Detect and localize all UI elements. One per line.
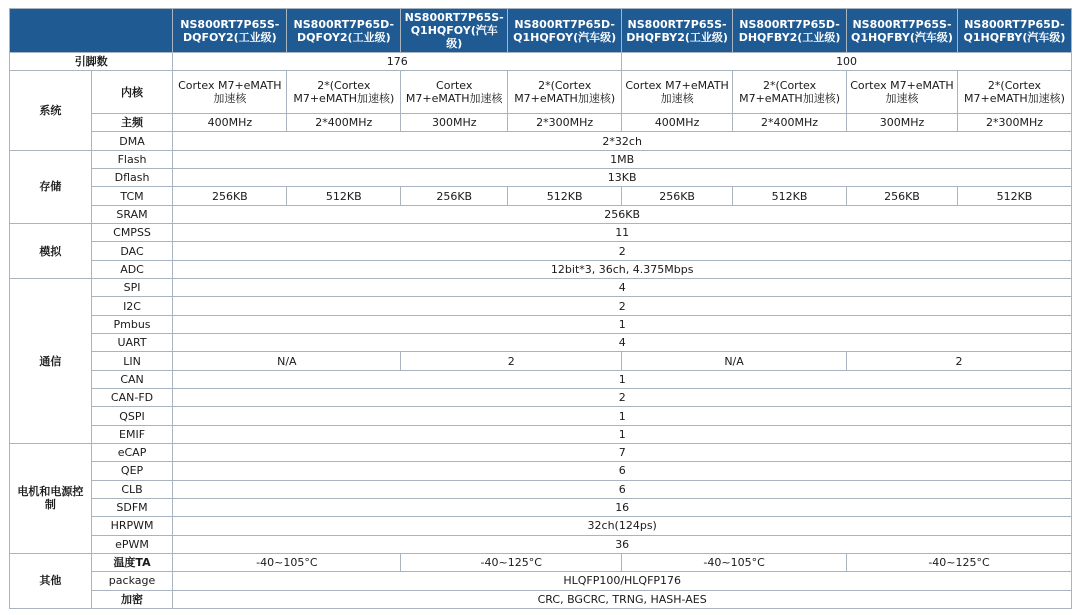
row-sdfm bbox=[10, 498, 1072, 516]
cell: CRC, BGCRC, TRNG, HASH-AES bbox=[173, 590, 1072, 608]
cell: 512KB bbox=[508, 187, 622, 205]
cell: Cortex M7+eMATH加速核 bbox=[847, 71, 958, 114]
cell: 2*300MHz bbox=[957, 114, 1071, 132]
cell: 1 bbox=[173, 407, 1072, 425]
cell: Cortex M7+eMATH加速核 bbox=[401, 71, 508, 114]
category-analog: 模拟 bbox=[10, 224, 92, 279]
row-label: QEP bbox=[91, 462, 173, 480]
row-label: 内核 bbox=[91, 71, 173, 114]
cell: 11 bbox=[173, 224, 1072, 242]
cell: HLQFP100/HLQFP176 bbox=[173, 572, 1072, 590]
cell: -40~125°C bbox=[847, 553, 1072, 571]
category-other: 其他 bbox=[10, 553, 92, 608]
cell: 256KB bbox=[173, 187, 287, 205]
row-sram bbox=[10, 205, 1072, 223]
row-label: DAC bbox=[91, 242, 173, 260]
model-header: NS800RT7P65D-DQFOY2(工业级) bbox=[287, 9, 401, 53]
model-header: NS800RT7P65S-Q1HQFOY(汽车级) bbox=[401, 9, 508, 53]
row-label: 加密 bbox=[91, 590, 173, 608]
row-label: Pmbus bbox=[91, 315, 173, 333]
row-spi bbox=[10, 279, 1072, 297]
cell: 256KB bbox=[173, 205, 1072, 223]
cell: 2 bbox=[847, 352, 1072, 370]
cell: 2*400MHz bbox=[733, 114, 847, 132]
cell: 512KB bbox=[287, 187, 401, 205]
category-storage: 存储 bbox=[10, 150, 92, 223]
model-header: NS800RT7P65D-Q1HQFOY(汽车级) bbox=[508, 9, 622, 53]
cell: 2 bbox=[173, 389, 1072, 407]
cell: 4 bbox=[173, 334, 1072, 352]
cell: 13KB bbox=[173, 169, 1072, 187]
row-label: Dflash bbox=[91, 169, 173, 187]
row-flash bbox=[10, 150, 1072, 168]
row-label: ePWM bbox=[91, 535, 173, 553]
row-label: UART bbox=[91, 334, 173, 352]
cell: -40~105°C bbox=[622, 553, 847, 571]
cell: 1MB bbox=[173, 150, 1072, 168]
cell: 400MHz bbox=[622, 114, 733, 132]
cell: 2*(Cortex M7+eMATH加速核) bbox=[733, 71, 847, 114]
row-label: I2C bbox=[91, 297, 173, 315]
cell: 256KB bbox=[847, 187, 958, 205]
cell: 400MHz bbox=[173, 114, 287, 132]
cell: Cortex M7+eMATH加速核 bbox=[622, 71, 733, 114]
row-label: QSPI bbox=[91, 407, 173, 425]
category-pins: 引脚数 bbox=[10, 53, 173, 71]
cell: 6 bbox=[173, 480, 1072, 498]
header-row bbox=[10, 9, 1072, 53]
row-label: SRAM bbox=[91, 205, 173, 223]
row-dac bbox=[10, 242, 1072, 260]
row-clb bbox=[10, 480, 1072, 498]
row-uart bbox=[10, 334, 1072, 352]
row-lin bbox=[10, 352, 1072, 370]
cell: 7 bbox=[173, 444, 1072, 462]
cell: 1 bbox=[173, 315, 1072, 333]
cell: 2 bbox=[173, 242, 1072, 260]
model-header: NS800RT7P65D-DHQFBY2(工业级) bbox=[733, 9, 847, 53]
row-label: TCM bbox=[91, 187, 173, 205]
row-can bbox=[10, 370, 1072, 388]
row-dflash bbox=[10, 169, 1072, 187]
row-crypto bbox=[10, 590, 1072, 608]
cell: -40~125°C bbox=[401, 553, 622, 571]
cell: 512KB bbox=[733, 187, 847, 205]
spec-table bbox=[9, 8, 1072, 609]
row-label: CAN-FD bbox=[91, 389, 173, 407]
row-label: 主频 bbox=[91, 114, 173, 132]
row-package bbox=[10, 572, 1072, 590]
cell: 2 bbox=[401, 352, 622, 370]
row-label: CAN bbox=[91, 370, 173, 388]
row-label: LIN bbox=[91, 352, 173, 370]
cell: N/A bbox=[173, 352, 401, 370]
row-emif bbox=[10, 425, 1072, 443]
row-label: DMA bbox=[91, 132, 173, 150]
row-epwm bbox=[10, 535, 1072, 553]
row-label: SDFM bbox=[91, 498, 173, 516]
category-motor: 电机和电源控制 bbox=[10, 444, 92, 554]
cell: 2*400MHz bbox=[287, 114, 401, 132]
cell: 32ch(124ps) bbox=[173, 517, 1072, 535]
category-system: 系统 bbox=[10, 71, 92, 150]
row-freq bbox=[10, 114, 1072, 132]
cell: 256KB bbox=[622, 187, 733, 205]
row-tcm bbox=[10, 187, 1072, 205]
row-label: CMPSS bbox=[91, 224, 173, 242]
row-qspi bbox=[10, 407, 1072, 425]
header-corner bbox=[10, 9, 173, 53]
cell: 12bit*3, 36ch, 4.375Mbps bbox=[173, 260, 1072, 278]
row-adc bbox=[10, 260, 1072, 278]
row-pins bbox=[10, 53, 1072, 71]
row-label: 温度TA bbox=[91, 553, 173, 571]
cell: 16 bbox=[173, 498, 1072, 516]
row-label: ADC bbox=[91, 260, 173, 278]
cell: N/A bbox=[622, 352, 847, 370]
row-pmbus bbox=[10, 315, 1072, 333]
cell: Cortex M7+eMATH加速核 bbox=[173, 71, 287, 114]
row-hrpwm bbox=[10, 517, 1072, 535]
row-temp bbox=[10, 553, 1072, 571]
cell: 1 bbox=[173, 370, 1072, 388]
model-header: NS800RT7P65D-Q1HQFBY(汽车级) bbox=[957, 9, 1071, 53]
cell: -40~105°C bbox=[173, 553, 401, 571]
row-qep bbox=[10, 462, 1072, 480]
cell: 512KB bbox=[957, 187, 1071, 205]
cell: 1 bbox=[173, 425, 1072, 443]
cell: 6 bbox=[173, 462, 1072, 480]
cell: 2*300MHz bbox=[508, 114, 622, 132]
model-header: NS800RT7P65S-DHQFBY2(工业级) bbox=[622, 9, 733, 53]
cell: 300MHz bbox=[847, 114, 958, 132]
cell: 2*32ch bbox=[173, 132, 1072, 150]
row-label: CLB bbox=[91, 480, 173, 498]
row-canfd bbox=[10, 389, 1072, 407]
cell: 176 bbox=[173, 53, 622, 71]
row-label: HRPWM bbox=[91, 517, 173, 535]
cell: 36 bbox=[173, 535, 1072, 553]
cell: 2 bbox=[173, 297, 1072, 315]
row-label: SPI bbox=[91, 279, 173, 297]
row-core bbox=[10, 71, 1072, 114]
row-dma bbox=[10, 132, 1072, 150]
cell: 2*(Cortex M7+eMATH加速核) bbox=[508, 71, 622, 114]
model-header: NS800RT7P65S-Q1HQFBY(汽车级) bbox=[847, 9, 958, 53]
row-i2c bbox=[10, 297, 1072, 315]
cell: 256KB bbox=[401, 187, 508, 205]
row-label: Flash bbox=[91, 150, 173, 168]
row-cmpss bbox=[10, 224, 1072, 242]
category-comm: 通信 bbox=[10, 279, 92, 444]
cell: 2*(Cortex M7+eMATH加速核) bbox=[957, 71, 1071, 114]
row-label: package bbox=[91, 572, 173, 590]
row-ecap bbox=[10, 444, 1072, 462]
cell: 300MHz bbox=[401, 114, 508, 132]
row-label: eCAP bbox=[91, 444, 173, 462]
cell: 100 bbox=[622, 53, 1072, 71]
cell: 2*(Cortex M7+eMATH加速核) bbox=[287, 71, 401, 114]
cell: 4 bbox=[173, 279, 1072, 297]
row-label: EMIF bbox=[91, 425, 173, 443]
model-header: NS800RT7P65S-DQFOY2(工业级) bbox=[173, 9, 287, 53]
